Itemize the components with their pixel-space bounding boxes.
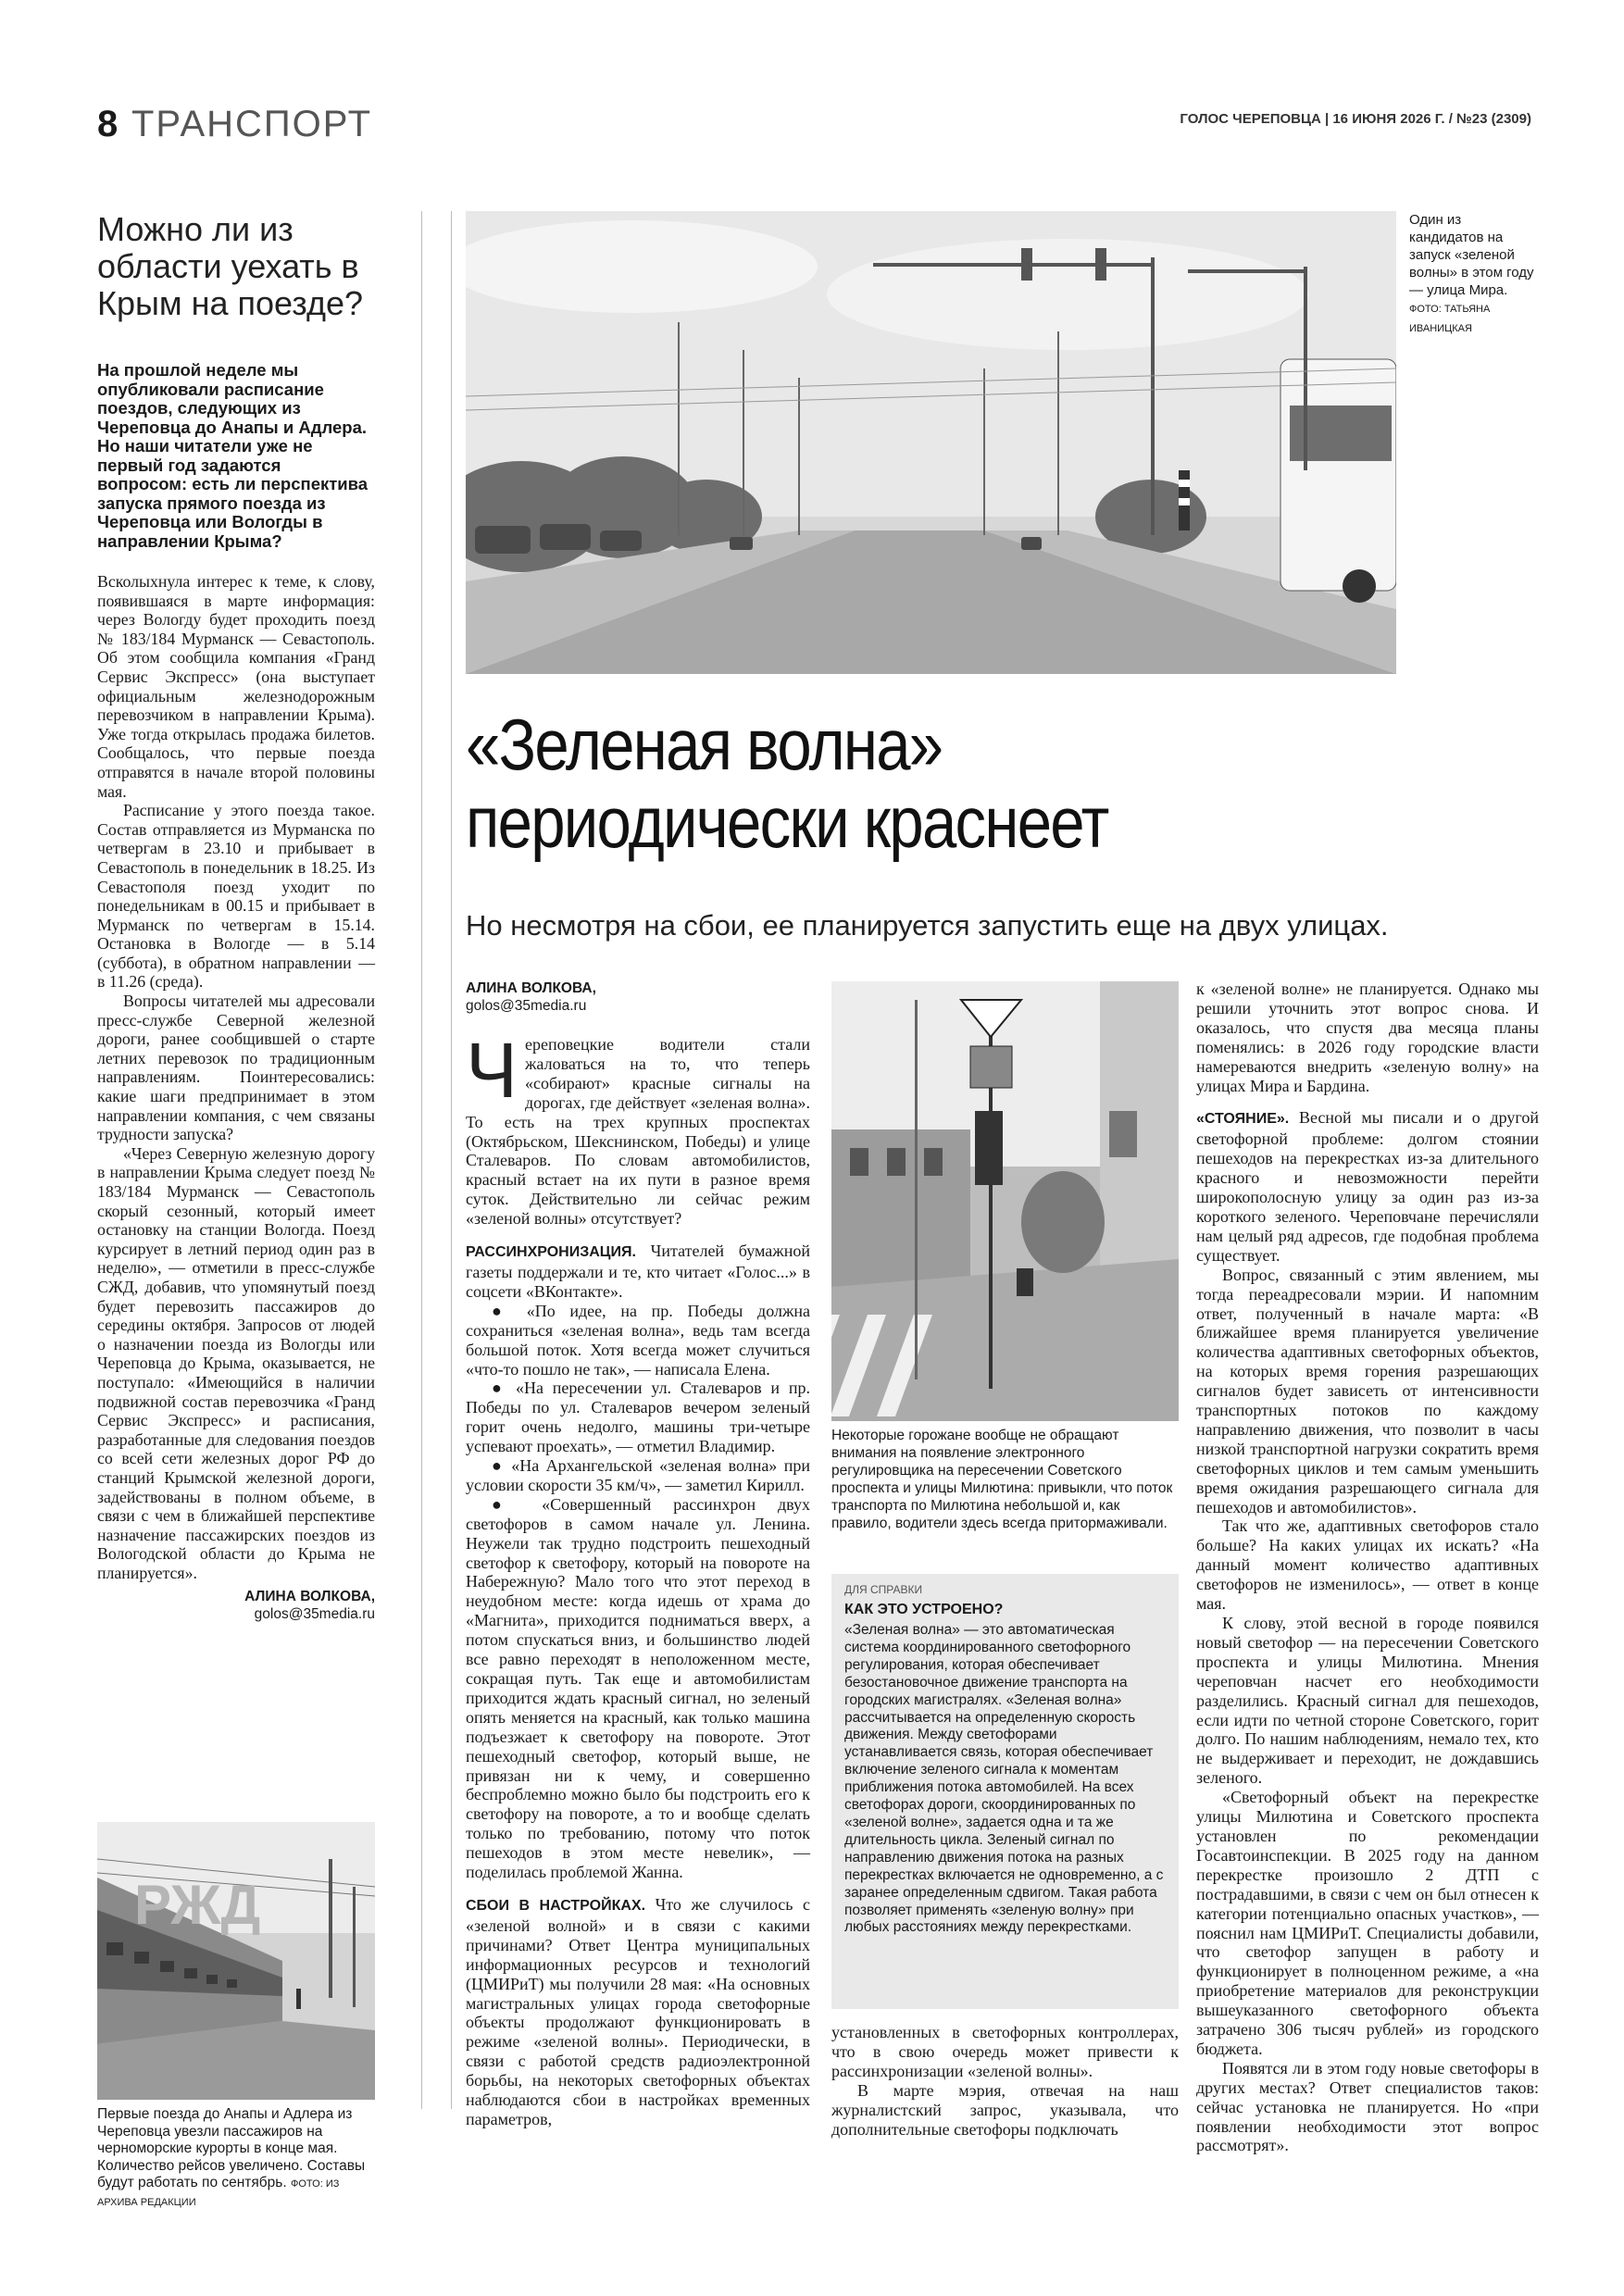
subhead: «СТОЯНИЕ». [1196, 1111, 1290, 1128]
subhead: СБОИ В НАСТРОЙКАХ. [466, 1897, 646, 1914]
column-divider [451, 211, 452, 2109]
masthead: ГОЛОС ЧЕРЕПОВЦА | 16 ИЮНЯ 2026 Г. / №23 (2309) [1180, 111, 1531, 127]
paragraph: Так что же, адаптивных светофоров стало больше? На каких улицах их искать? «На данный момент количество адаптивных светофоров не изменилось», — ответ в конце мая. [1196, 1516, 1539, 1614]
intro-text: ереповецкие водители стали жаловаться на то, что теперь «собирают» красные сигналы на дорогах, где действует «зеленая волна». То есть на трех крупных проспектах (Октябрьском, Шекснинском, Победы) и улице Сталеваров. По словам автомобилистов, красный встает на их пути в разное время суток. Действительно ли сейчас режим «зеленой волны» отсутствует? [466, 1035, 810, 1229]
author-email[interactable]: golos@35media.ru [466, 998, 587, 1014]
train-photo [97, 1822, 375, 2100]
author-name: АЛИНА ВОЛКОВА, [466, 980, 596, 996]
article-column-2 [831, 2023, 1179, 2140]
caption-text: Первые поезда до Анапы и Адлера из Череповца увезли пассажиров на черноморские курорты в конце мая. Количество рейсов увеличено. Составы будут работать по сентябрь. [97, 2106, 366, 2190]
photo-credit: ФОТО: ИЗ АРХИВА РЕДАКЦИИ [97, 2178, 340, 2208]
paragraph: Вопрос, связанный с этим явлением, мы тогда переадресовали мэрии. И напомним ответ, полученный в начале марта: «В ближайшее время планируется увеличение количества адаптивных светофорных объектов, на которых время горения разрешающих сигналов будет зависеть от интенсивности транспортных потоков по каждому направлению движения, что позволит в часы низкой транспортной нагрузки сократить время светофорных циклов и тем самым уменьшить время ожидания разрешающего сигнала для пешеходов и автомобилистов». [1196, 1265, 1539, 1516]
paragraph: к «зеленой волне» не планируется. Однако мы решили уточнить этот вопрос снова. И оказалось, что спустя два месяца планы поменялись: в 2026 году городские власти намереваются внедрить «зеленую волну» на улицах Мира и Бардина. [1196, 980, 1539, 1095]
caption-text: Один из кандидатов на запуск «зеленой волны» в этом году — улица Мира. [1409, 212, 1534, 298]
side-lead: На прошлой неделе мы опубликовали расписание поездов, следующих из Череповца до Анапы и Адлера. Но наши читатели уже не первый год задаются вопросом: есть ли перспектива запуска прямого поезда из Череповца или Вологды в направлении Крыма? [97, 360, 369, 551]
street-photo [831, 981, 1179, 1421]
main-photo [466, 211, 1396, 674]
side-paragraph: Всколыхнула интерес к теме, к слову, появившаяся в марте информация: через Вологду будет проходить поезд № 183/184 Мурманск — Севастополь. Об этом сообщила компания «Гранд Сервис Экспресс» (она выступает официальным железнодорожным перевозчиком в направлении Крыма). Уже тогда открылась продажа билетов. Сообщалось, что первые поезда отправятся в начале второй половины мая. [97, 572, 375, 801]
headline [466, 705, 1381, 861]
paragraph: В марте мэрия, отвечая на наш журналистский запрос, указывала, что дополнительные светофоры подключать [831, 2081, 1179, 2139]
street-photo-caption: Некоторые горожане вообще не обращают внимания на появление электронного регулировщика на пересечении Советского проспекта и улицы Милютина: привыкли, что поток транспорта по Милютина небольшой и, как правило, водители здесь всегда притормаживали. [831, 1428, 1173, 1531]
side-paragraph: Расписание у этого поезда такое. Состав отправляется из Мурманска по четвергам в 23.10 и прибывает в Севастополь в понедельник в 18.25. Из Севастополя поезд уходит по понедельникам в 00.15 и прибывает в Мурманск по четвергам в 15.14. Остановка в Вологде — в 5.14 (суббота), в обратном направлении — в 11.26 (среда). [97, 801, 375, 992]
side-author: АЛИНА ВОЛКОВА, [244, 1589, 375, 1605]
deck: Но несмотря на сбои, ее планируется запустить еще на двух улицах. [466, 909, 1389, 942]
main-photo-caption [1409, 211, 1539, 338]
article-column-1 [466, 1027, 810, 2129]
subhead: РАССИНХРОНИЗАЦИЯ. [466, 1244, 636, 1261]
byline [466, 980, 799, 1015]
headline-line: «Зеленая волна» [466, 704, 943, 785]
column-divider [421, 211, 422, 2109]
reader-quote: ● «Совершенный рассинхрон двух светофоров в самом начале ул. Ленина. Неужели так трудно подстроить пешеходный светофор к светофору, который на повороте на Набережную? Мало того что этот переход в неудобном месте: когда идешь от храма до «Магнита», приходится подниматься вверх, а потом спускаться вниз, и большинство людей все равно переходят в неположенном месте, сокращая путь. Так еще и автомобилистам приходится ждать красный сигнал, но зеленый опять меняется на красный, как только машина подъезжает к светофору на повороте. Этот пешеходный светофор, который выше, не привязан ни к чему, и совершенно беспроблемно можно было бы подстроить его к светофору на повороте, а то и вообще сделать только по требованию, потому что поток пешеходов в этом месте невелик», — поделилась проблемой Жанна. [466, 1494, 810, 1882]
dropcap: Ч [466, 1027, 518, 1114]
svg-text:РЖД: РЖД [134, 1874, 261, 1936]
side-email[interactable]: golos@35media.ru [254, 1606, 375, 1623]
paragraph: Появятся ли в этом году новые светофоры в других местах? Ответ специалистов таков: сейчас установка не планируется. Но «при появлении необходимости этот вопрос рассмотрят». [1196, 2058, 1539, 2155]
paragraph: установленных в светофорных контроллерах, что в свою очередь может привести к рассинхронизации «зеленой волны». [831, 2023, 1179, 2080]
reader-quote: ● «На пересечении ул. Сталеваров и пр. Победы по ул. Сталеваров вечером зеленый горит очень недолго, машины три-четыре успевают проехать», — отметил Владимир. [466, 1379, 810, 1456]
article-column-3 [1196, 980, 1539, 2155]
reference-tag: ДЛЯ СПРАВКИ [844, 1583, 923, 1596]
photo-credit: ФОТО: ТАТЬЯНА ИВАНИЦКАЯ [1409, 304, 1491, 334]
paragraph: К слову, этой весной в городе появился новый светофор — на пересечении Советского проспекта и улицы Милютина. Мнения череповчан насчет его необходимости разделились. Красный сигнал для пешеходов, если идти по четной стороне Советского, горит долго. По нашим наблюдениям, немало тех, кто не выдерживает и переходит, не дождавшись зеленого. [1196, 1614, 1539, 1788]
section-title: ТРАНСПОРТ [131, 104, 373, 144]
side-paragraph: «Через Северную железную дорогу в направлении Крыма следует поезд № 183/184 Мурманск — Севастополь скорый сезонный, который имеет остановку на станции Вологда. Поезд курсирует в летний период один раз в неделю», — отметили в пресс-службе СЖД, добавив, что упомянутый поезд будет перевозить пассажиров до середины октября. Запросов от людей о назначении поезда из Вологды или Череповца до Крыма, оказывается, не поступало: «Имеющийся в наличии подвижной состав перевозчика «Гранд Сервис Экспресс» и расписания, разработанные для следования поездов со всей сети железных дорог РФ до станций Крымской железной дороги, задействованы в полном объеме, в связи с чем в ближайшей перспективе назначение пассажирских поездов из Вологодской области до Крыма не планируется». [97, 1143, 375, 1582]
side-body [97, 572, 375, 1623]
train-photo-caption [97, 2106, 380, 2211]
paragraph: Читателей бумажной газеты поддержали и те, кто читает «Голос...» в соцсети «ВКонтакте». [466, 1242, 810, 1301]
paragraph: Что же случилось с «зеленой волной» и в связи с какими причинами? Ответ Центра муниципальных информационных ресурсов и технологий (ЦМИРиТ) мы получили 28 мая: «На основных магистральных улицах города светофорные объекты продолжают функционировать в режиме «зеленой волны». Периодически, в связи с работой средств радиоэлектронной борьбы, на некоторых светофорных объектах наблюдаются сбои в настройках временных параметров, [466, 1894, 810, 2128]
headline-line: периодически краснеет [466, 781, 1108, 863]
side-paragraph: Вопросы читателей мы адресовали пресс-службе Северной железной дороги, ранее сообщившей о старте летних перевозок по традиционным направлениям. Поинтересовались: какие шаги предпринимает в этом направлении компания, с чем связаны трудности запуска? [97, 992, 375, 1144]
side-headline: Можно ли из области уехать в Крым на поезде? [97, 210, 364, 322]
reference-title: КАК ЭТО УСТРОЕНО? [844, 1602, 1004, 1617]
paragraph: «Светофорный объект на перекрестке улицы Милютина и Советского проспекта установлен по рекомендации Госавтоинспекции. В 2025 году на данном перекрестке произошло 2 ДТП с пострадавшими, в связи с чем он был отнесен к категории потенциально опасных участков», — пояснил нам ЦМИРиТ. Специалисты добавили, что светофор запущен в работу и функционирует в полноценном режиме, а «на приобретение материалов для реконструкции вышеуказанного светофорного объекта затрачено 306 тысяч рублей» из городского бюджета. [1196, 1788, 1539, 2058]
paragraph: Весной мы писали и о другой светофорной проблеме: долгом стоянии пешеходов на перекрестках из-за длительного красного и невозможности перейти широкополосную улицу за один раз из-за короткого зеленого. Череповчане перечисляли нам целый ряд адресов, где подобная проблема существует. [1196, 1108, 1539, 1265]
reader-quote: ● «На Архангельской «зеленая волна» при условии скорости 35 км/ч», — заметил Кирилл. [466, 1456, 810, 1494]
reader-quote: ● «По идее, на пр. Победы должна сохраниться «зеленая волна», ведь там всегда большой поток. Хотя всегда может случиться «что-то пошло не так», — написала Елена. [466, 1301, 810, 1379]
page-number: 8 [97, 104, 119, 144]
reference-text: «Зеленая волна» — это автоматическая система координированного светофорного регулирования, которая обеспечивает безостановочное движение транспорта на городских магистралях. «Зеленая волна» рассчитывается на определенную скорость движения. Между светофорами устанавливается связь, которая обеспечивает включение зеленого сигнала к моментам приближения потока автомобилей. На всех светофорах дороги, скоординированных по «зеленой волне», задается одна и та же длительность цикла. Зеленый сигнал по направлению движения потока на разных перекрестках включается не одновременно, а с заранее определенным сдвигом. Такая работа позволяет применять «зеленую волну» при любых расстояниях между перекрестками. [844, 1622, 1164, 1936]
